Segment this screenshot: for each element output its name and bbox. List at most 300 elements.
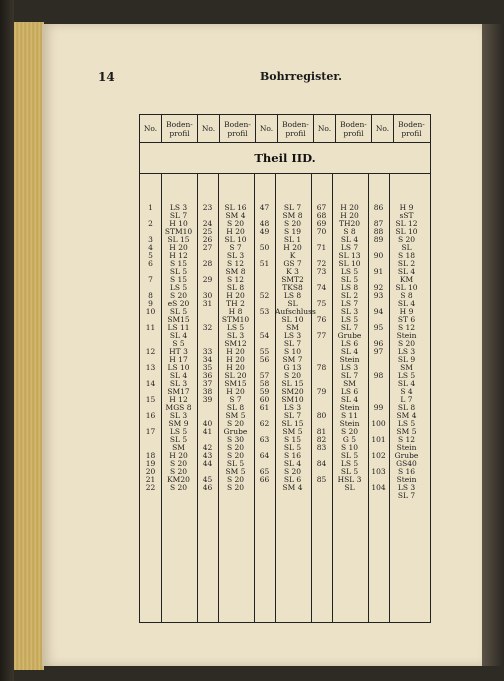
bodenprofil-entry: S 12 [397, 323, 416, 332]
bodenprofil-entry: S 20 [226, 443, 245, 452]
bohrung-number: 100 [371, 419, 386, 428]
bodenprofil-entry: KM [399, 275, 414, 284]
bohrung-number: 36 [202, 371, 213, 380]
bodenprofil-entry: SL 3 [169, 411, 188, 420]
bodenprofil-entry: SM 5 [225, 411, 246, 420]
bodenprofil-entry: SL 10 [395, 227, 418, 236]
bohrung-number: 79 [316, 387, 327, 396]
bohrung-number: 93 [373, 291, 384, 300]
bodenprofil-entry: SMT2 [281, 275, 304, 284]
bodenprofil-entry: SM [343, 379, 356, 388]
bodenprofil-entry: eS 20 [167, 299, 190, 308]
bohrung-number: 84 [316, 459, 327, 468]
bodenprofil-entry: LS 5 [397, 371, 416, 380]
bodenprofil-entry: SL 10 [338, 259, 361, 268]
bohrung-number: 5 [148, 251, 153, 260]
bohrung-number: 50 [259, 243, 270, 252]
bohrung-number: 16 [145, 411, 156, 420]
bodenprofil-entry: Grube [394, 451, 419, 460]
bodenprofil-entry: S 16 [283, 451, 302, 460]
bodenprofil-entry: LS 7 [340, 299, 359, 308]
bodenprofil-entry: H 20 [169, 451, 188, 460]
table-header-row [140, 115, 430, 143]
bohrung-number: 6 [148, 259, 153, 268]
bodenprofil-entry: H 20 [340, 211, 359, 220]
bodenprofil-entry: SM 8 [225, 267, 246, 276]
bodenprofil-entry: S 7 [229, 243, 242, 252]
bohrung-number: 10 [145, 307, 156, 316]
bodenprofil-entry: S 20 [226, 483, 245, 492]
header-no: No. [198, 115, 220, 142]
bodenprofil-entry: S 12 [226, 259, 245, 268]
bodenprofil-entry: SM 7 [282, 355, 303, 364]
bodenprofil-entry: H 8 [228, 307, 243, 316]
bohrung-number: 17 [145, 427, 156, 436]
bodenprofil-entry: SL 8 [397, 403, 416, 412]
bodenprofil-entry: LS 7 [340, 243, 359, 252]
bodenprofil-entry: S 4 [400, 387, 413, 396]
bodenprofil-entry: TKS8 [282, 283, 303, 292]
bodenprofil-entry: H 20 [226, 355, 245, 364]
bohrung-number: 64 [259, 451, 270, 460]
bohrung-number: 33 [202, 347, 213, 356]
bohrung-number: 8 [148, 291, 153, 300]
bodenprofil-entry: H 9 [399, 203, 414, 212]
bohrung-number: 92 [373, 283, 384, 292]
right-page-shadow [482, 24, 504, 666]
bodenprofil-entry: SL 6 [283, 475, 302, 484]
bodenprofil-entry: SL 15 [281, 379, 304, 388]
bohrung-number: 43 [202, 451, 213, 460]
bodenprofil-entry: Stein [339, 403, 360, 412]
bodenprofil-entry: S 20 [169, 291, 188, 300]
bodenprofil-entry: SL 15 [167, 235, 190, 244]
bodenprofil-entry: K 3 [286, 267, 299, 276]
bodenprofil-entry: SL 12 [395, 219, 418, 228]
bohrung-number: 86 [373, 203, 384, 212]
bohrung-number: 94 [373, 307, 384, 316]
bodenprofil-entry: S 20 [397, 235, 416, 244]
bohrung-number: 38 [202, 387, 213, 396]
bodenprofil-entry: SM 4 [396, 411, 417, 420]
bohrung-number: 13 [145, 363, 156, 372]
bohrung-number: 96 [373, 339, 384, 348]
header-no: No. [372, 115, 394, 142]
bodenprofil-entry: SL 4 [283, 459, 302, 468]
bodenprofil-entry: S 12 [397, 435, 416, 444]
bodenprofil-entry: S 11 [340, 411, 359, 420]
bodenprofil-entry: LS 5 [169, 283, 188, 292]
bohrung-number: 56 [259, 355, 270, 364]
bohrung-number: 37 [202, 379, 213, 388]
bohrung-number: 58 [259, 379, 270, 388]
bodenprofil-entry: LS 5 [340, 459, 359, 468]
bodenprofil-entry: SL 20 [224, 371, 247, 380]
header-bodenprofil: Boden- profil [162, 115, 198, 142]
bohrung-number: 40 [202, 419, 213, 428]
bodenprofil-entry: K [289, 251, 296, 260]
bohrung-number: 48 [259, 219, 270, 228]
bohrung-number: 103 [371, 467, 386, 476]
bodenprofil-entry: SM15 [224, 379, 247, 388]
bodenprofil-entry: H 20 [283, 243, 302, 252]
header-bodenprofil: Boden- profil [278, 115, 314, 142]
bodenprofil-entry: S 15 [283, 435, 302, 444]
bohrung-number: 81 [316, 427, 327, 436]
bodenprofil-entry: SL [401, 243, 412, 252]
bodenprofil-entry: S 8 [343, 227, 356, 236]
bodenprofil-entry: LS 6 [340, 339, 359, 348]
bodenprofil-entry: SM 4 [282, 483, 303, 492]
bodenprofil-entry: Aufschluss [275, 307, 316, 316]
bodenprofil-entry: H 17 [169, 355, 188, 364]
bohrung-number: 61 [259, 403, 270, 412]
bodenprofil-entry: SL 10 [395, 283, 418, 292]
bodenprofil-entry: SL 7 [169, 211, 188, 220]
bodenprofil-entry: SL 5 [340, 467, 359, 476]
bohrung-number: 12 [145, 347, 156, 356]
bohrung-number: 52 [259, 291, 270, 300]
bodenprofil-entry: SM20 [281, 387, 304, 396]
bodenprofil-entry: H 20 [226, 387, 245, 396]
bodenprofil-entry: H 12 [169, 251, 188, 260]
bohrung-number: 35 [202, 363, 213, 372]
bodenprofil-entry: S 18 [397, 251, 416, 260]
bohrung-number: 101 [371, 435, 386, 444]
bohrung-number: 45 [202, 475, 213, 484]
bodenprofil-entry: GS 7 [283, 259, 302, 268]
bodenprofil-entry: TH 2 [226, 299, 245, 308]
bodenprofil-entry: LS 5 [340, 267, 359, 276]
bodenprofil-entry: SL 15 [281, 419, 304, 428]
bohrung-number: 98 [373, 371, 384, 380]
bodenprofil-entry: S 15 [169, 259, 188, 268]
bodenprofil-entry: G 5 [342, 435, 357, 444]
bohrung-number: 91 [373, 267, 384, 276]
bohrung-number: 87 [373, 219, 384, 228]
bodenprofil-entry: SL 3 [226, 251, 245, 260]
bodenprofil-entry: SL 9 [397, 355, 416, 364]
bohrung-number: 41 [202, 427, 213, 436]
bohrung-number: 31 [202, 299, 213, 308]
bohrung-number: 78 [316, 363, 327, 372]
bodenprofil-entry: sST [399, 211, 414, 220]
bodenprofil-entry: SM 5 [396, 427, 417, 436]
bodenprofil-entry: SL 4 [397, 379, 416, 388]
bohrung-number: 27 [202, 243, 213, 252]
bodenprofil-entry: SL 4 [169, 331, 188, 340]
bodenprofil-entry: G 13 [283, 363, 302, 372]
bohrung-number: 73 [316, 267, 327, 276]
bodenprofil-entry: LS 3 [397, 483, 416, 492]
bodenprofil-entry: SM17 [167, 387, 190, 396]
bodenprofil-entry: SM [286, 323, 299, 332]
bohrung-number: 49 [259, 227, 270, 236]
bohrung-number: 7 [148, 275, 153, 284]
bohrung-number: 23 [202, 203, 213, 212]
bodenprofil-entry: S 10 [283, 347, 302, 356]
bodenprofil-entry: Stein [396, 443, 417, 452]
book-spine [0, 0, 14, 681]
bodenprofil-entry: S 20 [169, 467, 188, 476]
bodenprofil-entry: SL 5 [340, 451, 359, 460]
bodenprofil-entry: Grube [337, 331, 362, 340]
bodenprofil-entry: SL 5 [226, 459, 245, 468]
bodenprofil-entry: H 10 [169, 219, 188, 228]
bodenprofil-entry: S 20 [226, 219, 245, 228]
bohrung-number: 74 [316, 283, 327, 292]
bodenprofil-entry: LS 8 [283, 291, 302, 300]
bodenprofil-entry: SM12 [224, 339, 247, 348]
header-bodenprofil: Boden- profil [398, 119, 425, 138]
bodenprofil-entry: S 20 [340, 427, 359, 436]
bohrung-number: 21 [145, 475, 156, 484]
bohrung-number: 88 [373, 227, 384, 236]
bodenprofil-entry: H 20 [340, 203, 359, 212]
table-body [140, 173, 430, 622]
bodenprofil-entry: SM10 [281, 395, 304, 404]
bodenprofil-entry: SM 5 [225, 467, 246, 476]
bodenprofil-entry: SL [287, 299, 298, 308]
bodenprofil-entry: S 15 [169, 275, 188, 284]
bohrung-number: 28 [202, 259, 213, 268]
bodenprofil-entry: HT 3 [169, 347, 188, 356]
bohrung-number: 72 [316, 259, 327, 268]
bohrung-number: 77 [316, 331, 327, 340]
bohrung-number: 55 [259, 347, 270, 356]
bodenprofil-entry: H 20 [226, 347, 245, 356]
bodenprofil-entry: SL 4 [397, 267, 416, 276]
bodenprofil-entry: SL 3 [226, 331, 245, 340]
bohrung-number: 75 [316, 299, 327, 308]
bodenprofil-entry: SL 10 [224, 235, 247, 244]
bodenprofil-entry: S 5 [172, 339, 185, 348]
bodenprofil-entry: S 20 [283, 219, 302, 228]
bohrung-number: 1 [148, 203, 153, 212]
bodenprofil-entry: LS 8 [340, 283, 359, 292]
bodenprofil-entry: SL 13 [338, 251, 361, 260]
bohrung-number: 57 [259, 371, 270, 380]
header-bodenprofil: Boden- profil [220, 115, 256, 142]
bohrung-number: 70 [316, 227, 327, 236]
bodenprofil-entry: SM 9 [168, 419, 189, 428]
bodenprofil-entry: S 12 [226, 275, 245, 284]
bodenprofil-entry: SL [344, 483, 355, 492]
column-rule [311, 174, 312, 622]
bodenprofil-entry: LS 10 [167, 363, 190, 372]
bohrung-number: 4 [148, 243, 153, 252]
bohrung-number: 25 [202, 227, 213, 236]
bodenprofil-entry: H 20 [226, 291, 245, 300]
header-bodenprofil: Boden- profil [336, 115, 372, 142]
bohrung-number: 3 [148, 235, 153, 244]
bodenprofil-entry: SM15 [167, 315, 190, 324]
bohrung-number: 90 [373, 251, 384, 260]
bohrung-number: 89 [373, 235, 384, 244]
bohrung-number: 24 [202, 219, 213, 228]
bodenprofil-entry: LS 11 [167, 323, 190, 332]
bodenprofil-entry: S 20 [283, 371, 302, 380]
bohrung-number: 2 [148, 219, 153, 228]
bohrung-number: 83 [316, 443, 327, 452]
bodenprofil-entry: SL 3 [169, 379, 188, 388]
bodenprofil-entry: LS 6 [340, 387, 359, 396]
bodenprofil-entry: H 9 [399, 307, 414, 316]
header-no: No. [314, 115, 336, 142]
bohrung-number: 104 [371, 483, 386, 492]
bodenprofil-entry: SL 8 [226, 283, 245, 292]
bohrung-number: 60 [259, 395, 270, 404]
bodenprofil-entry: LS 5 [226, 323, 245, 332]
bohrung-number: 46 [202, 483, 213, 492]
bodenprofil-entry: Grube [223, 427, 248, 436]
bodenprofil-entry: S 20 [226, 451, 245, 460]
bohrung-number: 22 [145, 483, 156, 492]
bohrregister-table [139, 114, 431, 623]
bodenprofil-entry: SL 4 [340, 347, 359, 356]
bohrung-number: 18 [145, 451, 156, 460]
header-no: No. [256, 115, 278, 142]
running-head: Bohrregister. [260, 70, 342, 83]
bodenprofil-entry: SM [172, 443, 185, 452]
bodenprofil-entry: S 10 [340, 443, 359, 452]
bodenprofil-entry: GS40 [396, 459, 417, 468]
bohrung-number: 11 [145, 323, 156, 332]
bodenprofil-entry: H 20 [169, 243, 188, 252]
bodenprofil-entry: SL 4 [340, 235, 359, 244]
bodenprofil-entry: S 20 [226, 419, 245, 428]
bodenprofil-entry: Stein [396, 475, 417, 484]
bodenprofil-entry: SL 4 [397, 299, 416, 308]
bodenprofil-entry: LS 3 [169, 203, 188, 212]
bodenprofil-entry: SL 7 [340, 323, 359, 332]
bohrung-number: 80 [316, 411, 327, 420]
bohrung-number: 34 [202, 355, 213, 364]
bodenprofil-entry: SL 4 [340, 395, 359, 404]
bodenprofil-entry: SL 3 [340, 307, 359, 316]
bohrung-number: 9 [148, 299, 153, 308]
bohrung-number: 85 [316, 475, 327, 484]
bodenprofil-entry: TH20 [338, 219, 361, 228]
bohrung-number: 15 [145, 395, 156, 404]
bodenprofil-entry: S 20 [283, 467, 302, 476]
bodenprofil-entry: SL 2 [397, 259, 416, 268]
bodenprofil-entry: Stein [339, 355, 360, 364]
bodenprofil-entry: S 20 [169, 483, 188, 492]
bohrung-number: 54 [259, 331, 270, 340]
bohrung-number: 99 [373, 403, 384, 412]
bodenprofil-entry: SM 4 [225, 211, 246, 220]
bohrung-number: 66 [259, 475, 270, 484]
bodenprofil-entry: H 20 [226, 363, 245, 372]
bodenprofil-entry: SL 2 [340, 291, 359, 300]
bodenprofil-entry: H 12 [169, 395, 188, 404]
bohrung-number: 30 [202, 291, 213, 300]
bohrung-number: 95 [373, 323, 384, 332]
bodenprofil-entry: S 20 [397, 339, 416, 348]
bohrung-number: 20 [145, 467, 156, 476]
bodenprofil-entry: SL 8 [226, 403, 245, 412]
bodenprofil-entry: H 20 [226, 227, 245, 236]
bohrung-number: 32 [202, 323, 213, 332]
bodenprofil-entry: S 20 [226, 475, 245, 484]
bodenprofil-entry: KM20 [167, 475, 190, 484]
bodenprofil-entry: SL 5 [169, 307, 188, 316]
bodenprofil-entry: S 7 [229, 395, 242, 404]
bodenprofil-entry: SL 7 [397, 491, 416, 500]
bodenprofil-entry: SL 16 [224, 203, 247, 212]
bohrung-number: 14 [145, 379, 156, 388]
bodenprofil-entry: LS 3 [283, 331, 302, 340]
bohrung-number: 76 [316, 315, 327, 324]
bohrung-number: 69 [316, 219, 327, 228]
bohrung-number: 67 [316, 203, 327, 212]
bodenprofil-entry: L 7 [400, 395, 413, 404]
bohrung-number: 26 [202, 235, 213, 244]
page-edges [14, 22, 44, 670]
bohrung-number: 42 [202, 443, 213, 452]
bohrung-number: 102 [371, 451, 386, 460]
bohrung-number: 51 [259, 259, 270, 268]
bodenprofil-entry: LS 3 [340, 363, 359, 372]
bohrung-number: 39 [202, 395, 213, 404]
bodenprofil-entry: STM10 [221, 315, 250, 324]
bodenprofil-entry: LS 3 [397, 347, 416, 356]
bodenprofil-entry: SL 5 [169, 435, 188, 444]
section-title: Theil IID. [254, 151, 316, 165]
bodenprofil-entry: SM 5 [282, 427, 303, 436]
bohrung-number: 53 [259, 307, 270, 316]
bodenprofil-entry: S 19 [283, 227, 302, 236]
bodenprofil-entry: S 20 [169, 459, 188, 468]
bodenprofil-entry: STM10 [164, 227, 193, 236]
bodenprofil-entry: S 16 [397, 467, 416, 476]
bodenprofil-entry: SM 8 [282, 211, 303, 220]
bohrung-number: 82 [316, 435, 327, 444]
bohrung-number: 19 [145, 459, 156, 468]
bodenprofil-entry: LS 3 [283, 403, 302, 412]
bohrung-number: 97 [373, 347, 384, 356]
bodenprofil-entry: SL 1 [283, 235, 302, 244]
bodenprofil-entry: SL 4 [169, 371, 188, 380]
bodenprofil-entry: SL 7 [340, 371, 359, 380]
header-no: No. [140, 115, 162, 142]
bodenprofil-entry: LS 5 [340, 315, 359, 324]
bohrung-number: 68 [316, 211, 327, 220]
bohrung-number: 65 [259, 467, 270, 476]
bodenprofil-entry: Stein [396, 331, 417, 340]
bodenprofil-entry: SL 7 [283, 411, 302, 420]
bodenprofil-entry: SL 7 [283, 339, 302, 348]
bohrung-number: 44 [202, 459, 213, 468]
bodenprofil-entry: LS 5 [397, 419, 416, 428]
bodenprofil-entry: Stein [339, 419, 360, 428]
page-number: 14 [98, 70, 115, 84]
bohrung-number: 71 [316, 243, 327, 252]
bohrung-number: 29 [202, 275, 213, 284]
bodenprofil-entry: SL 7 [283, 203, 302, 212]
bodenprofil-entry: MGS 8 [165, 403, 192, 412]
bodenprofil-entry: SL 5 [169, 267, 188, 276]
bohrung-number: 59 [259, 387, 270, 396]
bohrung-number: 63 [259, 435, 270, 444]
bodenprofil-entry: S 8 [400, 291, 413, 300]
bodenprofil-entry: SL 5 [283, 443, 302, 452]
bodenprofil-entry: ST 6 [397, 315, 416, 324]
bodenprofil-entry: SL 10 [281, 315, 304, 324]
bohrung-number: 62 [259, 419, 270, 428]
bohrung-number: 47 [259, 203, 270, 212]
